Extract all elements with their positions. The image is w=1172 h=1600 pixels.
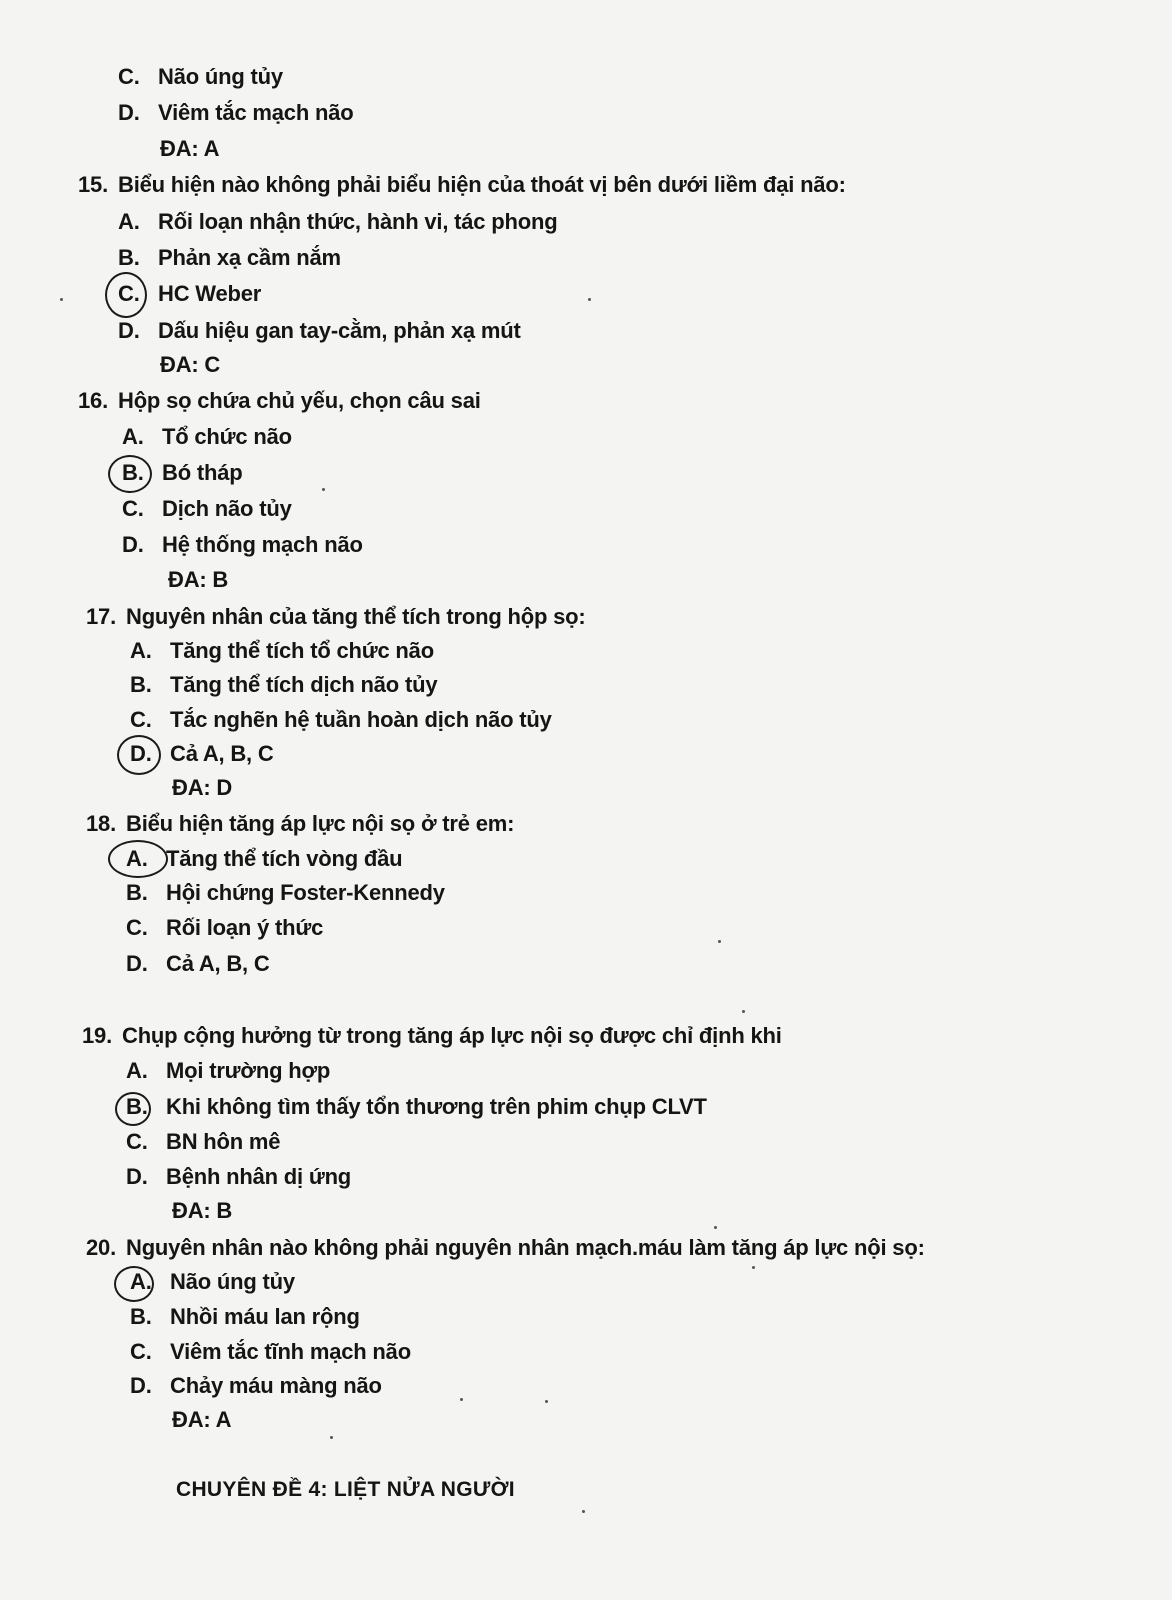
- q16-option-b: B. Bó tháp: [122, 460, 243, 485]
- q14-option-d: D. Viêm tắc mạch não: [118, 100, 354, 125]
- answer-circle-mark: [115, 1092, 151, 1126]
- q16-option-c: C. Dịch não tủy: [122, 496, 292, 521]
- answer-circle-mark: [108, 455, 152, 493]
- q19-option-c: C. BN hôn mê: [126, 1129, 281, 1154]
- scan-speck: [582, 1510, 585, 1513]
- scan-speck: [588, 298, 591, 301]
- scan-speck: [60, 298, 63, 301]
- q18-option-b: B. Hội chứng Foster-Kennedy: [126, 880, 445, 905]
- q19-option-d: D. Bệnh nhân dị ứng: [126, 1164, 352, 1189]
- scan-speck: [752, 1266, 755, 1269]
- answer-circle-mark: [114, 1266, 154, 1302]
- scan-speck: [742, 1010, 745, 1013]
- q20-option-a: A. Não úng tủy: [130, 1269, 295, 1294]
- q14-answer: ĐA: A: [160, 136, 220, 161]
- q16-option-d: D. Hệ thống mạch não: [122, 532, 363, 557]
- q19-option-b: B. Khi không tìm thấy tổn thương trên phim chụp CLVT: [126, 1094, 707, 1119]
- scan-speck: [545, 1400, 548, 1403]
- scan-speck: [330, 1436, 333, 1439]
- q20-question: 20. Nguyên nhân nào không phải nguyên nhân mạch.máu làm tăng áp lực nội sọ:: [86, 1235, 925, 1260]
- q19-option-a: A. Mọi trường hợp: [126, 1058, 331, 1083]
- q17-option-a: A. Tăng thể tích tổ chức não: [130, 638, 434, 663]
- q18-option-c: C. Rối loạn ý thức: [126, 915, 324, 940]
- q15-option-a: A. Rối loạn nhận thức, hành vi, tác phong: [118, 209, 558, 234]
- q19-question: 19. Chụp cộng hưởng từ trong tăng áp lực nội sọ được chỉ định khi: [82, 1023, 782, 1048]
- q20-option-b: B. Nhồi máu lan rộng: [130, 1304, 360, 1329]
- q19-answer: ĐA: B: [172, 1198, 233, 1223]
- answer-circle-mark: [117, 735, 161, 775]
- q18-question: 18. Biểu hiện tăng áp lực nội sọ ở trẻ em:: [86, 811, 515, 836]
- q16-option-a: A. Tổ chức não: [122, 424, 292, 449]
- q16-answer: ĐA: B: [168, 567, 229, 592]
- q15-question: 15. Biểu hiện nào không phải biểu hiện của thoát vị bên dưới liềm đại não:: [78, 172, 846, 197]
- q17-question: 17. Nguyên nhân của tăng thể tích trong hộp sọ:: [86, 604, 586, 629]
- q20-option-d: D. Chảy máu màng não: [130, 1373, 382, 1398]
- q15-option-c: C. HC Weber: [118, 281, 262, 306]
- q17-answer: ĐA: D: [172, 775, 233, 800]
- answer-circle-mark: [108, 840, 168, 878]
- scan-speck: [322, 488, 325, 491]
- q20-option-c: C. Viêm tắc tĩnh mạch não: [130, 1339, 411, 1364]
- q16-question: 16. Hộp sọ chứa chủ yếu, chọn câu sai: [78, 388, 481, 413]
- scan-speck: [718, 940, 721, 943]
- q17-option-d: D. Cả A, B, C: [130, 741, 274, 766]
- section-heading: CHUYÊN ĐỀ 4: LIỆT NỬA NGƯỜI: [176, 1478, 515, 1501]
- q17-option-b: B. Tăng thể tích dịch não tủy: [130, 672, 438, 697]
- scan-speck: [460, 1398, 463, 1401]
- q18-option-a: A. Tăng thể tích vòng đầu: [126, 846, 403, 871]
- scan-speck: [714, 1226, 717, 1229]
- q15-answer: ĐA: C: [160, 352, 221, 377]
- q15-option-d: D. Dấu hiệu gan tay-cằm, phản xạ mút: [118, 318, 521, 343]
- answer-circle-mark: [105, 272, 147, 318]
- q15-option-b: B. Phản xạ cầm nắm: [118, 245, 341, 270]
- q18-option-d: D. Cả A, B, C: [126, 951, 270, 976]
- q14-option-c: C. Não úng tủy: [118, 64, 283, 89]
- q17-option-c: C. Tắc nghẽn hệ tuần hoàn dịch não tủy: [130, 707, 552, 732]
- q20-answer: ĐA: A: [172, 1407, 232, 1432]
